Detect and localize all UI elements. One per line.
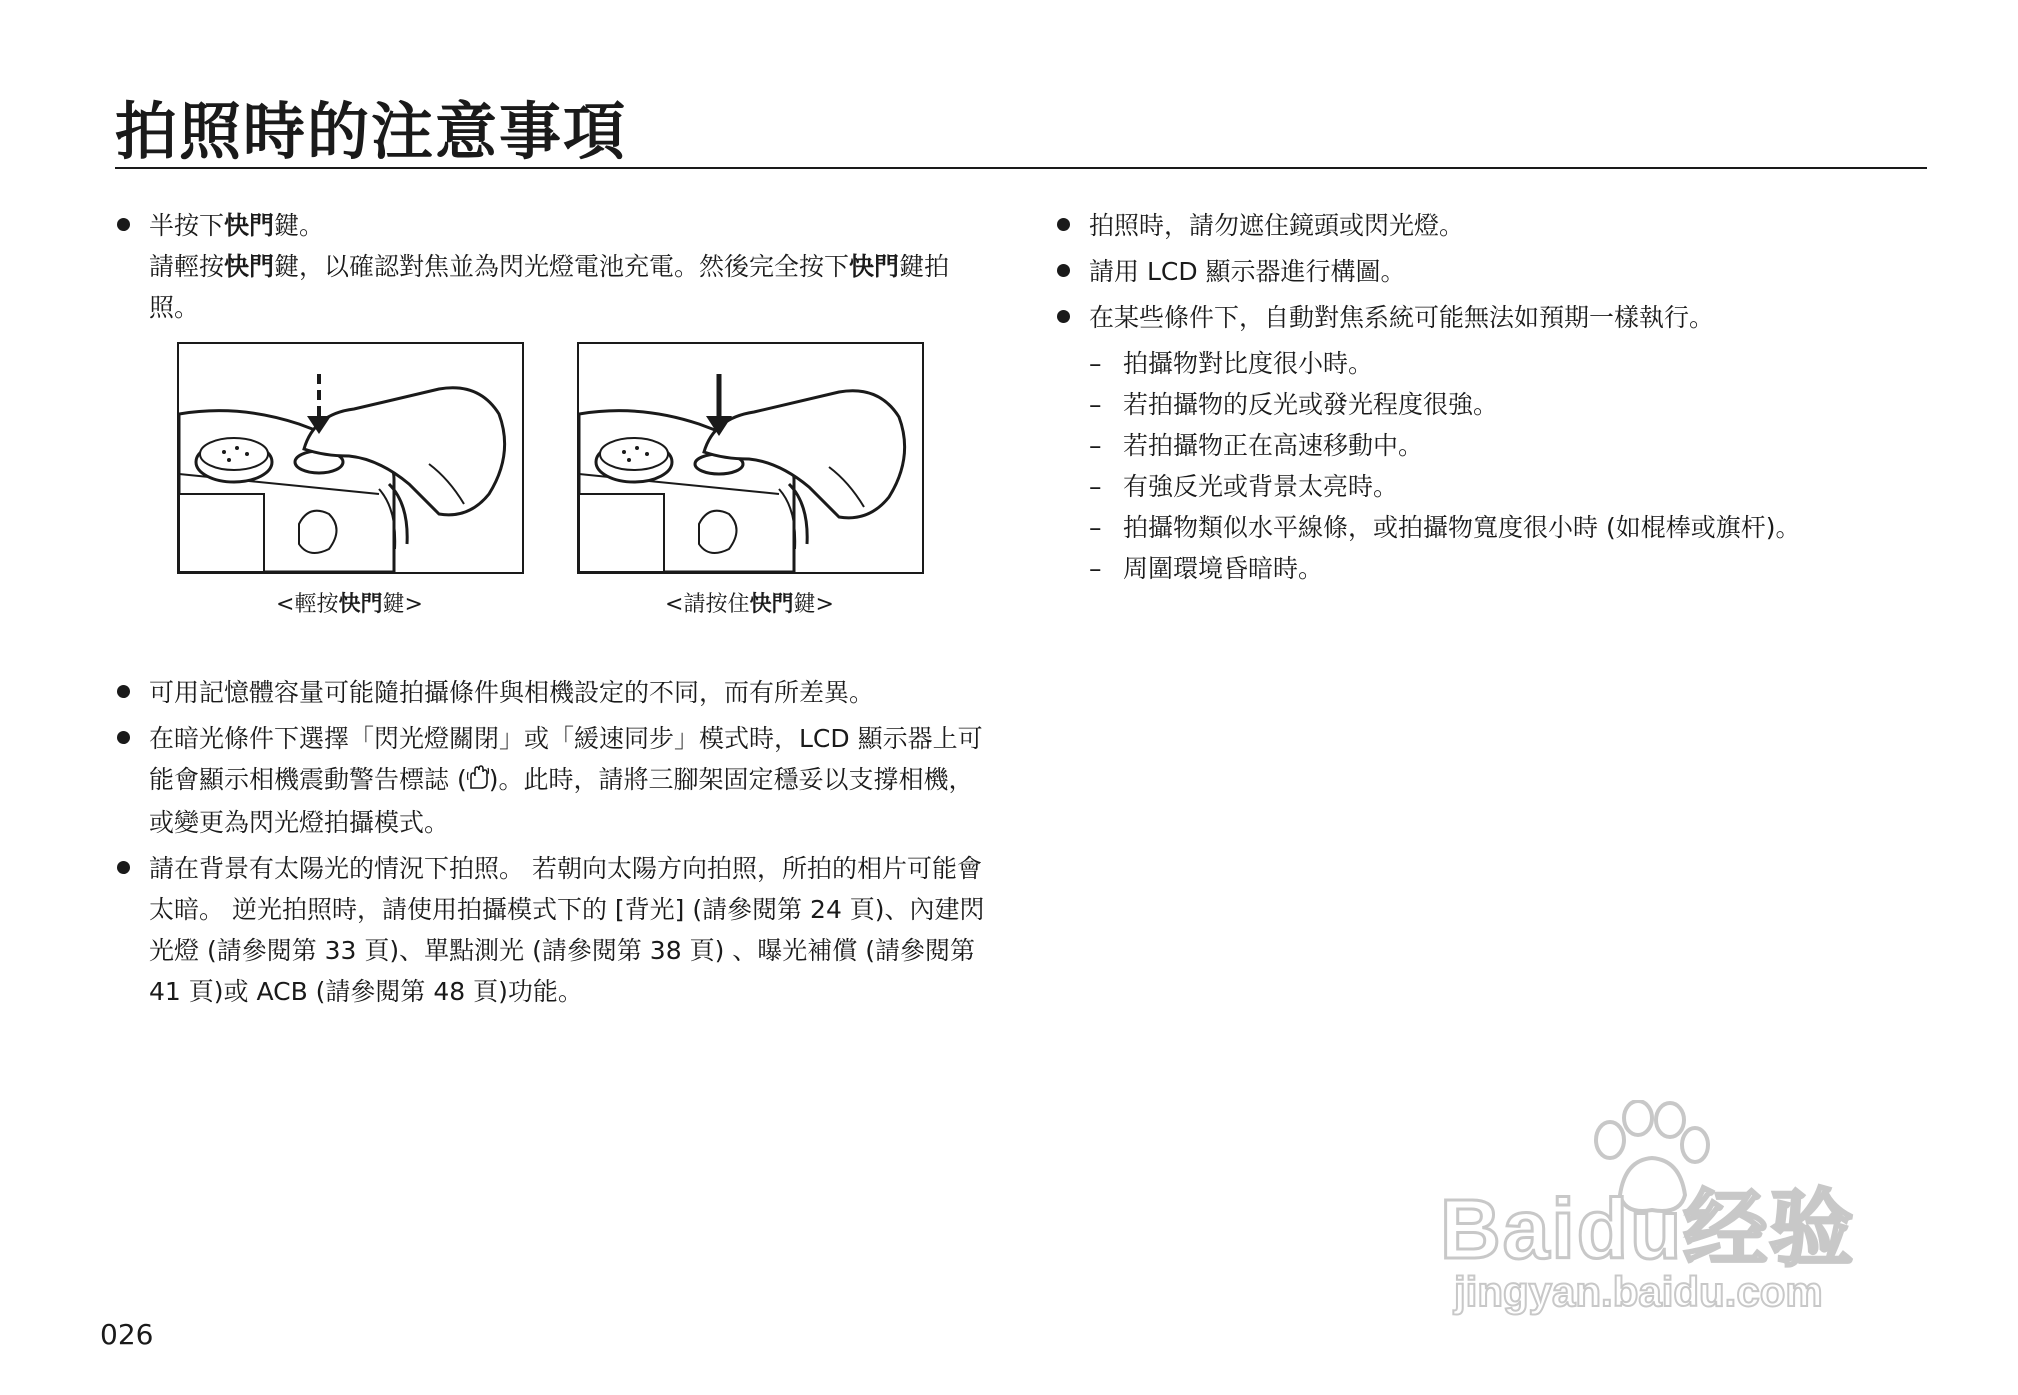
watermark-site: jingyan.baidu.com (1454, 1268, 1823, 1315)
figure-full-press (577, 342, 922, 618)
bullet-half-press-detail: 請輕按快門鍵，以確認對焦並為閃光燈電池充電。然後完全按下快門鍵拍照。 (149, 252, 950, 322)
bullet-memory: 可用記憶體容量可能隨拍攝條件與相機設定的不同，而有所差異。 (115, 672, 995, 713)
autofocus-conditions-list (1055, 343, 1935, 589)
condition-item: – 若拍攝物的反光或發光程度很強。 (1089, 384, 1935, 425)
condition-item: – 拍攝物對比度很小時。 (1089, 343, 1935, 384)
right-column (1055, 205, 1935, 589)
bullet-lcd-compose: 請用 LCD 顯示器進行構圖。 (1055, 251, 1935, 292)
page-title: 拍照時的注意事項 (115, 95, 628, 168)
bullet-half-press (115, 205, 995, 328)
half-press-shutter-illustration (177, 342, 524, 574)
half-press-caption: <輕按快門鍵> (276, 592, 423, 617)
bullet-shake-warning: 在暗光條件下選擇「閃光燈關閉」或「緩速同步」模式時，LCD 顯示器上可能會顯示相機震動警告標誌 ( )。此時，請將三腳架固定穩妥以支撐相機，或變更為閃光燈拍攝模式。 (115, 718, 995, 843)
shutter-figures (115, 342, 995, 642)
baidu-watermark (1440, 1100, 1920, 1330)
full-press-shutter-illustration (577, 342, 924, 574)
left-column (115, 205, 995, 1017)
bullet-cover-lens: 拍照時，請勿遮住鏡頭或閃光燈。 (1055, 205, 1935, 246)
right-bullet-list (1055, 205, 1935, 338)
left-bullet-list (115, 205, 995, 328)
figure-half-press (177, 342, 522, 618)
left-bullet-list-2 (115, 672, 995, 1012)
bullet-autofocus: 在某些條件下，自動對焦系統可能無法如預期一樣執行。 (1055, 297, 1935, 338)
bullet-backlight: 請在背景有太陽光的情況下拍照。 若朝向太陽方向拍照，所拍的相片可能會太暗。 逆光拍照時，請使用拍攝模式下的 [背光] (請參閱第 24 頁)、內建閃光燈 (請參閱第 33 頁)、單點測光 (請參閱第 38 頁) 、曝光補償 (請參閱第 41 頁)或 ACB (請參閱第 48 頁)功能。 (115, 848, 995, 1012)
condition-item: – 拍攝物類似水平線條，或拍攝物寬度很小時 (如棍棒或旗杆)。 (1089, 507, 1935, 548)
page-number: 026 (100, 1318, 154, 1351)
watermark-brand: Baidu经验 (1440, 1182, 1856, 1276)
condition-item: – 有強反光或背景太亮時。 (1089, 466, 1935, 507)
condition-item: – 若拍攝物正在高速移動中。 (1089, 425, 1935, 466)
condition-item: – 周圍環境昏暗時。 (1089, 548, 1935, 589)
title-divider (115, 167, 1927, 169)
bullet-half-press-heading: 半按下快門鍵。 (149, 211, 325, 240)
full-press-caption: <請按住快門鍵> (665, 592, 834, 617)
hand-shake-warning-icon (467, 761, 489, 802)
